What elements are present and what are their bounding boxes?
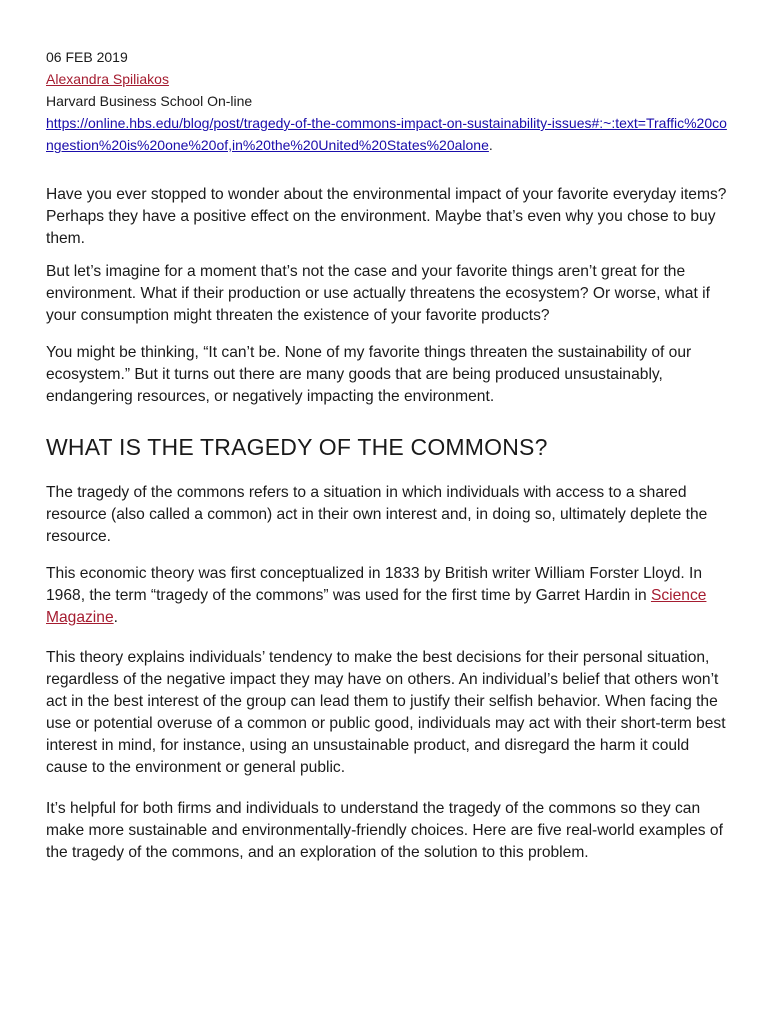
economic-theory-text: This economic theory was first conceptualized in 1833 by British writer William Forster Lloyd. In 1968, the term “tragedy of the commons” was used for the first time by Garret Hardin in: [46, 565, 703, 604]
source-url-line: [46, 112, 728, 156]
economic-theory-paragraph: [46, 563, 728, 629]
explanation-paragraph: This theory explains individuals’ tendency to make the best decisions for their personal situation, regardless of the negative impact they may have on others. An individual’s belief that others won’t act in the best interest of the group can lead them to justify their selfish behavior. When facing the use or potential overuse of a common or public good, individuals may act with their short-term best interest in mind, for instance, using an unsustainable product, and disregard the harm it could cause to the environment or general public.: [46, 649, 726, 776]
science-magazine-link[interactable]: Science Magazine: [46, 587, 707, 626]
definition-paragraph: The tragedy of the commons refers to a situation in which individuals with access to a shared resource (also called a common) act in their own interest and, in doing so, ultimately deplete the resource.: [46, 484, 708, 545]
economic-theory-end: .: [113, 609, 118, 626]
source-name: Harvard Business School On-line: [46, 93, 253, 109]
section-heading: WHAT IS THE TRAGEDY OF THE COMMONS?: [46, 434, 548, 460]
author-link[interactable]: Alexandra Spiliakos: [46, 71, 169, 87]
intro-paragraph-3: You might be thinking, “It can’t be. None of my favorite things threaten the sustainability of our ecosystem.” But it turns out there are many goods that are being produced unsustainably, endangering resources, or negatively impacting the environment.: [46, 344, 692, 405]
article-meta: [46, 46, 728, 156]
intro-paragraph-1: Have you ever stopped to wonder about the environmental impact of your favorite everyday items? Perhaps they have a positive effect on the environment. Maybe that’s even why you chose to buy them.: [46, 186, 727, 247]
helpful-paragraph: It’s helpful for both firms and individuals to understand the tragedy of the commons so they can make more sustainable and environmentally-friendly choices. Here are five real-world examples of the tragedy of the commons, and an exploration of the solution to this problem.: [46, 800, 723, 861]
source-url-link[interactable]: https://online.hbs.edu/blog/post/tragedy-of-the-commons-impact-on-sustainability-issues#:~:text=Traffic%20congestion%20is%20one%20of,in%20the%20United%20States%20alone: [46, 115, 727, 153]
intro-paragraph-2: But let’s imagine for a moment that’s not the case and your favorite things aren’t great for the environment. What if their production or use actually threatens the ecosystem? Or worse, what if your consumption might threaten the existence of your favorite products?: [46, 263, 710, 324]
url-trailing-period: .: [488, 137, 493, 153]
publish-date: 06 FEB 2019: [46, 49, 128, 65]
